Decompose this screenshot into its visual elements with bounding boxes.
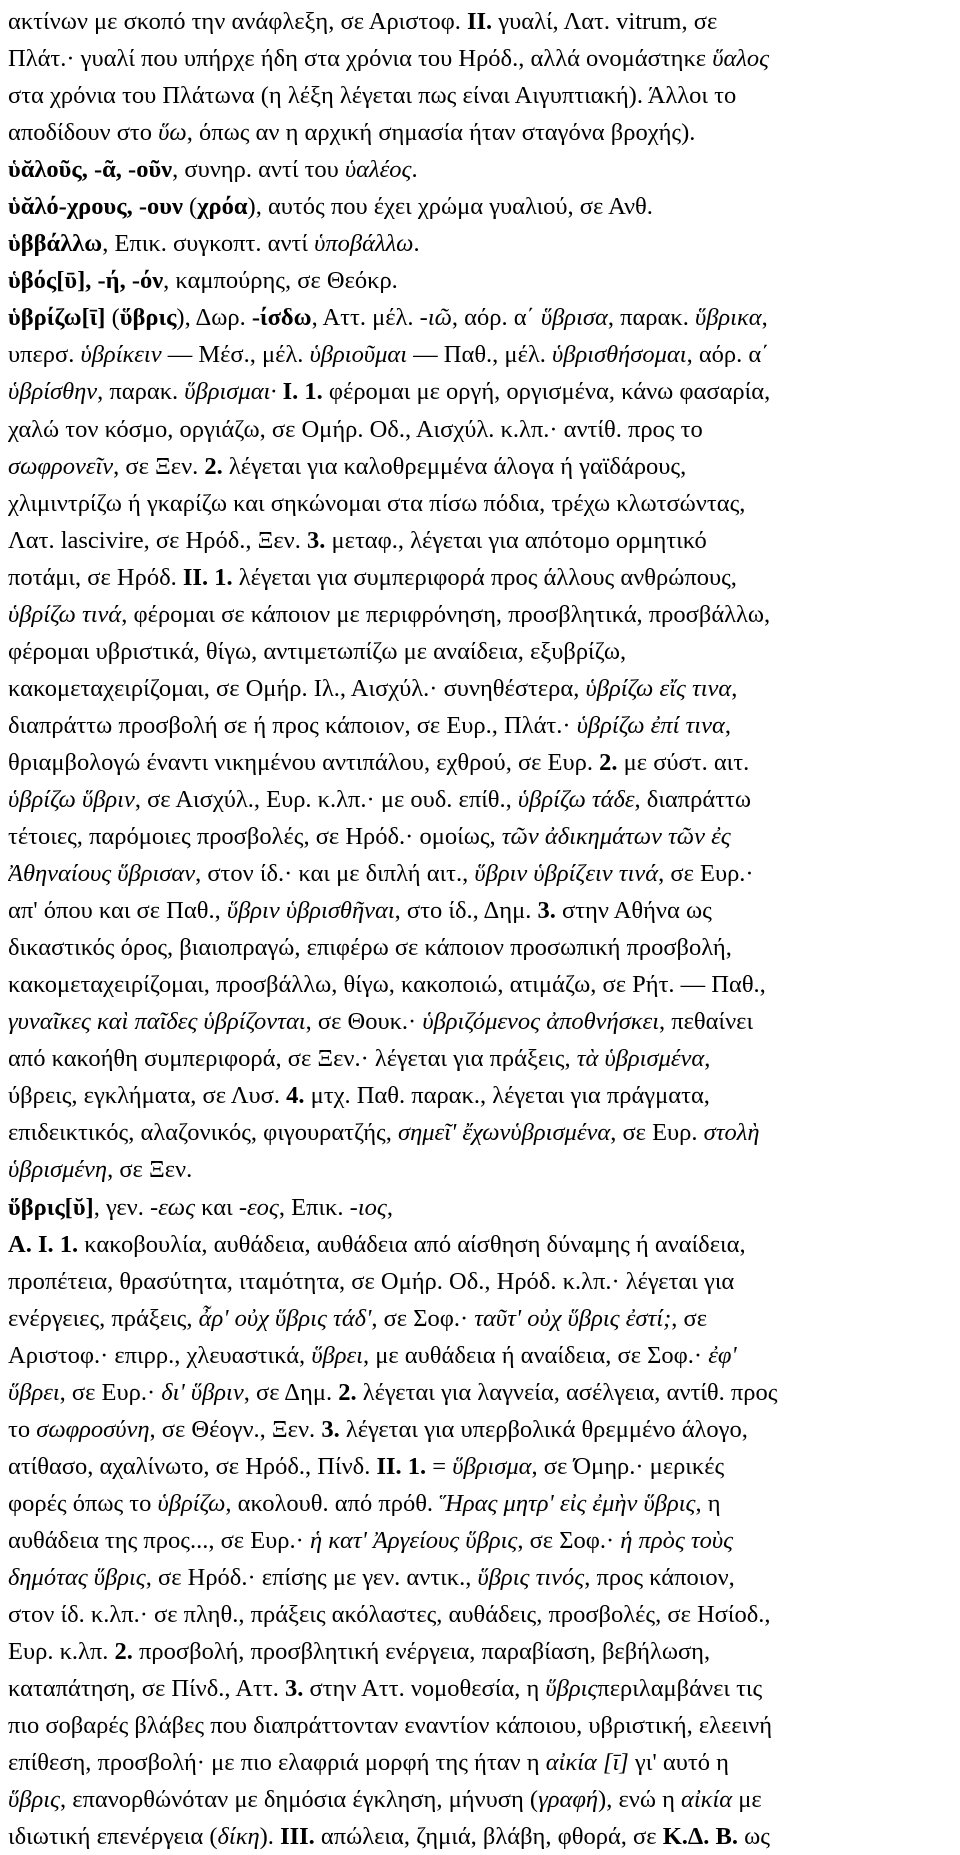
text-run: , ακολουθ. από πρόθ. bbox=[225, 1489, 440, 1517]
text-line bbox=[8, 1040, 952, 1077]
text-run: , πεθαίνει bbox=[659, 1008, 754, 1036]
text-run: φέρομαι υβριστικά, θίγω, αντιμετωπίζω με αναίδεια, εξυβρίζω, bbox=[8, 637, 627, 665]
text-run: ατίθασο, αχαλίνωτο, σε Ηρόδ., Πίνδ. bbox=[8, 1452, 377, 1480]
text-line bbox=[8, 966, 952, 1003]
text-run: ), Δωρ. bbox=[176, 304, 252, 332]
text-run: επιδεικτικός, αλαζονικός, φιγουρατζής, bbox=[8, 1119, 398, 1147]
bold-run: ὕβρις[ῠ] bbox=[8, 1193, 94, 1221]
italic-run: ὕβρει bbox=[311, 1341, 363, 1369]
text-run: , σε bbox=[671, 1304, 707, 1332]
bold-run: -ίσδω bbox=[251, 304, 312, 332]
text-run: με σύστ. αιτ. bbox=[617, 748, 750, 776]
bold-run: χρόα bbox=[197, 193, 248, 221]
italic-run: ὕβρισμα bbox=[452, 1452, 532, 1480]
text-run: , σε Ευρ. bbox=[610, 1119, 704, 1147]
text-run: , bbox=[724, 711, 731, 739]
text-run: γι' αυτό η bbox=[628, 1749, 729, 1777]
italic-run: -ιῶ bbox=[419, 304, 452, 332]
text-run: ύβρεις, εγκλήματα, σε Λυσ. bbox=[8, 1082, 287, 1110]
bold-run: 2. bbox=[204, 452, 223, 480]
text-run: . bbox=[413, 230, 420, 258]
text-run: και bbox=[195, 1193, 239, 1221]
text-run: — Μέσ., μέλ. bbox=[161, 341, 310, 369]
text-run: περιλαμβάνει τις bbox=[597, 1675, 763, 1703]
text-line bbox=[8, 1337, 952, 1374]
bold-run: 4. bbox=[286, 1082, 305, 1110]
italic-run: ὑβρισμένη bbox=[8, 1156, 108, 1184]
text-run: στην Αττ. νομοθεσία, η bbox=[303, 1675, 546, 1703]
italic-run: ὕβρις τινός bbox=[477, 1563, 585, 1591]
bold-run: 3. bbox=[321, 1415, 340, 1443]
italic-run: γυναῖκες καὶ παῖδες ὑβρίζονται bbox=[8, 1008, 306, 1036]
text-line bbox=[8, 77, 952, 114]
text-line bbox=[8, 114, 952, 151]
italic-run: ὑβρισθήσομαι bbox=[552, 341, 687, 369]
text-line bbox=[8, 1114, 952, 1151]
text-line bbox=[8, 188, 952, 225]
text-run: φέρομαι με οργή, οργισμένα, κάνω φασαρία, bbox=[322, 378, 771, 406]
text-run: στα χρόνια του Πλάτωνα (η λέξη λέγεται πως είναι Αιγυπτιακή). Άλλοι το bbox=[8, 82, 737, 110]
italic-run: ὕβρις bbox=[8, 1786, 60, 1814]
bold-run: II. 1. bbox=[376, 1452, 427, 1480]
text-run: από κακοήθη συμπεριφορά, σε Ξεν.· λέγεται για πράξεις, bbox=[8, 1045, 577, 1073]
text-line bbox=[8, 1559, 952, 1596]
text-run: , σε Όμηρ.· μερικές bbox=[531, 1452, 725, 1480]
text-run: , bbox=[704, 1045, 711, 1073]
text-run: το bbox=[8, 1415, 37, 1443]
text-run: , παρακ. bbox=[97, 378, 185, 406]
text-line bbox=[8, 299, 952, 336]
text-line bbox=[8, 1151, 952, 1188]
italic-run: ὕβρις bbox=[545, 1675, 598, 1703]
text-run: , καμπούρης, σε Θεόκρ. bbox=[163, 267, 398, 295]
text-run: αποδίδουν στο bbox=[8, 119, 159, 147]
text-run: γυαλί, Λατ. vitrum, σε bbox=[492, 8, 718, 35]
italic-run: σωφροσύνη bbox=[36, 1415, 150, 1443]
text-run: , φέρομαι σε κάποιον με περιφρόνηση, προσβλητικά, προσβάλλω, bbox=[121, 600, 771, 628]
italic-run: ὑβρίσθην bbox=[8, 378, 98, 406]
text-run: , Επικ. bbox=[278, 1193, 350, 1221]
text-line bbox=[8, 1522, 952, 1559]
text-run: φορές όπως το bbox=[8, 1489, 158, 1517]
text-run: , παρακ. bbox=[607, 304, 695, 332]
italic-run: δι' ὕβριν bbox=[161, 1378, 244, 1406]
text-line bbox=[8, 1411, 952, 1448]
text-run: ως bbox=[737, 1823, 770, 1851]
text-run: τέτοιες, παρόμοιες προσβολές, σε Ηρόδ.· ομοίως, bbox=[8, 823, 502, 851]
text-run: καταπάτηση, σε Πίνδ., Αττ. bbox=[8, 1675, 285, 1703]
text-line bbox=[8, 670, 952, 707]
italic-run: ὑβρίζω τινά bbox=[8, 600, 122, 628]
italic-run: ὕβριν ὑβρισθῆναι bbox=[226, 897, 395, 925]
italic-run: ὑβρίζω ὕβριν bbox=[8, 785, 135, 813]
text-run: , η bbox=[695, 1489, 721, 1517]
text-line bbox=[8, 522, 952, 559]
bold-run: 3. bbox=[284, 1675, 304, 1703]
text-line bbox=[8, 1226, 952, 1263]
bold-run: 3. bbox=[307, 526, 326, 554]
bold-run: III. bbox=[280, 1823, 315, 1851]
bold-run: II. 1. bbox=[182, 563, 233, 591]
text-run: κακομεταχειρίζομαι, σε Ομήρ. Ιλ., Αισχύλ.· συνηθέστερα, bbox=[8, 674, 586, 702]
text-line bbox=[8, 485, 952, 522]
text-run: ακτίνων με σκοπό την ανάφλεξη, σε Αριστοφ. bbox=[8, 8, 467, 35]
italic-run: ὑβρίζω bbox=[157, 1489, 226, 1517]
text-line bbox=[8, 1077, 952, 1114]
text-run: , bbox=[386, 1193, 393, 1221]
text-run: απ' όπου και σε Παθ., bbox=[8, 897, 227, 925]
italic-run: σημεῖ' ἔχωνὑβρισμένα bbox=[397, 1119, 611, 1147]
text-run: — Παθ., μέλ. bbox=[407, 341, 552, 369]
text-run: , σε Ξεν. bbox=[113, 452, 205, 480]
text-line bbox=[8, 336, 952, 373]
bold-run: ὑββάλλω bbox=[8, 230, 103, 258]
text-line bbox=[8, 448, 952, 485]
text-run: επίθεση, προσβολή· με πιο ελαφριά μορφή της ήταν η bbox=[8, 1749, 546, 1777]
italic-run: -εως bbox=[149, 1193, 196, 1221]
text-run: , bbox=[731, 674, 738, 702]
text-run: , επανορθώνόταν με δημόσια έγκληση, μήνυση ( bbox=[59, 1786, 539, 1814]
text-line bbox=[8, 225, 952, 262]
bold-run: 3. bbox=[537, 897, 556, 925]
text-line bbox=[8, 1670, 952, 1707]
text-run: , αόρ. α΄ bbox=[686, 341, 770, 369]
text-line bbox=[8, 1818, 952, 1855]
italic-run: ὑβριοῦμαι bbox=[309, 341, 408, 369]
text-line bbox=[8, 1189, 952, 1226]
text-run: υπερσ. bbox=[8, 341, 81, 369]
text-line bbox=[8, 411, 952, 448]
text-line bbox=[8, 1003, 952, 1040]
text-run: , σε Ευρ.· bbox=[59, 1378, 162, 1406]
text-run: λέγεται για συμπεριφορά προς άλλους ανθρώπους, bbox=[232, 563, 737, 591]
bold-run: ὑβός[ῡ], -ή, -όν bbox=[8, 267, 164, 295]
text-run: κακομεταχειρίζομαι, προσβάλλω, θίγω, κακοποιώ, ατιμάζω, σε Ρήτ. — Παθ., bbox=[8, 971, 766, 999]
text-line bbox=[8, 151, 952, 188]
text-run: , με αυθάδεια ή αναίδεια, σε Σοφ.· bbox=[362, 1341, 709, 1369]
italic-run: ἡ κατ' Ἀργείους ὕβρις bbox=[309, 1526, 518, 1554]
text-run: , διαπράττω bbox=[634, 785, 752, 813]
italic-run: δίκη bbox=[217, 1823, 260, 1851]
italic-run: γραφή bbox=[538, 1786, 599, 1814]
text-run: , σε Σοφ.· bbox=[371, 1304, 475, 1332]
bold-run: A. I. 1. bbox=[8, 1230, 79, 1258]
text-line bbox=[8, 707, 952, 744]
text-line bbox=[8, 929, 952, 966]
text-line bbox=[8, 1633, 952, 1670]
text-run: Λατ. lascivire, σε Ηρόδ., Ξεν. bbox=[8, 526, 308, 554]
italic-run: ὕβρισα bbox=[540, 304, 608, 332]
text-run: κακοβουλία, αυθάδεια, αυθάδεια από αίσθηση δύναμης ή αναίδεια, bbox=[78, 1230, 746, 1258]
text-run: , στο ίδ., Δημ. bbox=[394, 897, 538, 925]
italic-run: αἰκία bbox=[681, 1786, 733, 1814]
text-run: ), ενώ η bbox=[598, 1786, 682, 1814]
text-line bbox=[8, 818, 952, 855]
text-line bbox=[8, 855, 952, 892]
text-run: , bbox=[761, 304, 768, 332]
text-run: ιδιωτική επενέργεια ( bbox=[8, 1823, 218, 1851]
text-run: στον ίδ. κ.λπ.· σε πληθ., πράξεις ακόλαστες, αυθάδεις, προσβολές, σε Ησίοδ., bbox=[8, 1601, 771, 1629]
italic-run: ὑβρίκειν bbox=[80, 341, 162, 369]
italic-run: ὑαλέος bbox=[344, 156, 412, 184]
text-line bbox=[8, 373, 952, 410]
bold-run: Κ.Δ. B. bbox=[662, 1823, 738, 1851]
text-run: διαπράττω προσβολή σε ή προς κάποιον, σε Ευρ., Πλάτ.· bbox=[8, 711, 577, 739]
text-run: , σε Ηρόδ.· επίσης με γεν. αντικ., bbox=[145, 1563, 478, 1591]
italic-run: ὑποβάλλω bbox=[314, 230, 414, 258]
text-run: , Αττ. μέλ. bbox=[311, 304, 420, 332]
italic-run: Ἀθηναίους ὕβρισαν bbox=[8, 860, 196, 888]
italic-run: ὕβρισμαι· bbox=[184, 378, 277, 406]
italic-run: ὕω bbox=[158, 119, 187, 147]
italic-run: ἡ πρὸς τοὺς bbox=[620, 1526, 734, 1554]
text-run: μτχ. Παθ. παρακ., λέγεται για πράγματα, bbox=[304, 1082, 710, 1110]
text-run: , σε Θέογν., Ξεν. bbox=[149, 1415, 322, 1443]
text-run: , συνηρ. αντί του bbox=[172, 156, 345, 184]
bold-run: II. bbox=[466, 8, 493, 35]
bold-run: ὑβρίζω[ῑ] bbox=[8, 304, 106, 332]
text-line bbox=[8, 262, 952, 299]
italic-run: ὕαλος bbox=[712, 45, 770, 73]
text-run: δικαστικός όρος, βιαιοπραγώ, επιφέρω σε κάποιον προσωπική προσβολή, bbox=[8, 934, 732, 962]
text-run: , σε Ευρ.· bbox=[658, 860, 754, 888]
italic-run: τῶν ἀδικημάτων τῶν ἐς bbox=[501, 823, 731, 851]
text-run: , προς κάποιον, bbox=[584, 1563, 735, 1591]
text-run: , Επικ. συγκοπτ. αντί bbox=[102, 230, 315, 258]
italic-run: ἆρ' οὐχ ὕβρις τάδ' bbox=[198, 1304, 372, 1332]
text-line bbox=[8, 3, 952, 40]
text-line bbox=[8, 1707, 952, 1744]
text-line bbox=[8, 559, 952, 596]
text-run: , σε Αισχύλ., Ευρ. κ.λπ.· με ουδ. επίθ., bbox=[134, 785, 518, 813]
bold-run: ὑᾰλοῦς, -ᾶ, -οῦν bbox=[8, 156, 173, 184]
text-line bbox=[8, 40, 952, 77]
italic-run: ὑβριζόμενος ἀποθνήσκει bbox=[422, 1008, 660, 1036]
italic-run: -εος bbox=[238, 1193, 279, 1221]
text-line bbox=[8, 744, 952, 781]
bold-run: 2. bbox=[599, 748, 618, 776]
text-run: χλιμιντρίζω ή γκαρίζω και σηκώνομαι στα πίσω πόδια, τρέχω κλωτσώντας, bbox=[8, 489, 746, 517]
text-run: Αριστοφ.· επιρρ., χλευαστικά, bbox=[8, 1341, 312, 1369]
text-run: ( bbox=[182, 193, 198, 221]
text-line bbox=[8, 1485, 952, 1522]
bold-run: I. 1. bbox=[282, 378, 323, 406]
text-line bbox=[8, 596, 952, 633]
text-run: μεταφ., λέγεται για απότομο ορμητικό bbox=[325, 526, 707, 554]
text-run: , αόρ. α΄ bbox=[451, 304, 541, 332]
italic-run: ὑβρίζω εἴς τινα bbox=[585, 674, 732, 702]
text-run: χαλώ τον κόσμο, οργιάζω, σε Ομήρ. Οδ., Αισχύλ. κ.λπ.· αντίθ. προς το bbox=[8, 415, 703, 443]
text-run: πιο σοβαρές βλάβες που διαπράττονταν εναντίον κάποιου, υβριστική, ελεεινή bbox=[8, 1712, 773, 1740]
text-run: λέγεται για υπερβολικά θρεμμένο άλογο, bbox=[339, 1415, 748, 1443]
text-run: προσβολή, προσβλητική ενέργεια, παραβίαση, βεβήλωση, bbox=[132, 1638, 711, 1666]
text-run: Πλάτ.· γυαλί που υπήρχε ήδη στα χρόνια του Ηρόδ., αλλά ονομάστηκε bbox=[8, 45, 713, 73]
text-run: , γεν. bbox=[93, 1193, 150, 1221]
text-line bbox=[8, 1300, 952, 1337]
bold-run: 2. bbox=[338, 1378, 357, 1406]
text-run: αυθάδεια της προς..., σε Ευρ.· bbox=[8, 1526, 310, 1554]
text-line bbox=[8, 1374, 952, 1411]
text-run: απώλεια, ζημιά, βλάβη, φθορά, σε bbox=[314, 1823, 663, 1851]
italic-run: σωφρονεῖν bbox=[8, 452, 114, 480]
italic-run: ὕβρικα bbox=[694, 304, 762, 332]
italic-run: ὕβρει bbox=[8, 1378, 60, 1406]
text-run: , σε Θουκ.· bbox=[305, 1008, 423, 1036]
text-run: ποτάμι, σε Ηρόδ. bbox=[8, 563, 183, 591]
bold-run: ὕβρις bbox=[119, 304, 177, 332]
text-run: , σε Ξεν. bbox=[107, 1156, 193, 1184]
italic-run: αἰκία [ῑ] bbox=[545, 1749, 629, 1777]
text-run: Ευρ. κ.λπ. bbox=[8, 1638, 115, 1666]
text-run: , στον ίδ.· και με διπλή αιτ., bbox=[195, 860, 475, 888]
text-run: , σε Σοφ.· bbox=[517, 1526, 621, 1554]
text-run: ), αυτός που έχει χρώμα γυαλιού, σε Ανθ. bbox=[247, 193, 653, 221]
text-line bbox=[8, 892, 952, 929]
text-run: θριαμβολογώ έναντι νικημένου αντιπάλου, εχθρού, σε Ευρ. bbox=[8, 748, 600, 776]
italic-run: Ἥρας μητρ' εἰς ἐμὴν ὕβρις bbox=[439, 1489, 696, 1517]
text-line bbox=[8, 1263, 952, 1300]
italic-run: δημότας ὕβρις bbox=[8, 1563, 146, 1591]
italic-run: τὰ ὑβρισμένα bbox=[576, 1045, 705, 1073]
text-run: λέγεται για λαγνεία, ασέλγεια, αντίθ. προς bbox=[356, 1378, 778, 1406]
text-line bbox=[8, 1448, 952, 1485]
italic-run: στολὴ bbox=[703, 1119, 760, 1147]
text-run: προπέτεια, θρασύτητα, ιταμότητα, σε Ομήρ. Οδ., Ηρόδ. κ.λπ.· λέγεται για bbox=[8, 1267, 735, 1295]
text-run: , όπως αν η αρχική σημασία ήταν σταγόνα βροχής). bbox=[186, 119, 696, 147]
text-run: λέγεται για καλοθρεμμένα άλογα ή γαϊδάρους, bbox=[222, 452, 687, 480]
italic-run: ταῦτ' οὐχ ὕβρις ἐστί; bbox=[474, 1304, 672, 1332]
text-line bbox=[8, 1781, 952, 1818]
text-run: . bbox=[411, 156, 418, 184]
text-run: ( bbox=[105, 304, 120, 332]
bold-run: 2. bbox=[114, 1638, 133, 1666]
text-line bbox=[8, 633, 952, 670]
italic-run: ὑβρίζω ἐπί τινα bbox=[576, 711, 725, 739]
text-line bbox=[8, 781, 952, 818]
italic-run: -ιος bbox=[349, 1193, 387, 1221]
text-run: , σε Δημ. bbox=[243, 1378, 339, 1406]
bold-run: ὑᾰλό-χρους, -ουν bbox=[8, 193, 183, 221]
text-run: με bbox=[732, 1786, 762, 1814]
italic-run: ἐφ' bbox=[708, 1341, 737, 1369]
text-run: ενέργειες, πράξεις, bbox=[8, 1304, 199, 1332]
italic-run: ὑβρίζω τάδε bbox=[517, 785, 635, 813]
text-line bbox=[8, 1744, 952, 1781]
text-line bbox=[8, 1596, 952, 1633]
italic-run: ὕβριν ὑβρίζειν τινά bbox=[474, 860, 659, 888]
text-run: = bbox=[426, 1452, 453, 1480]
text-run: στην Αθήνα ως bbox=[555, 897, 712, 925]
text-run: ). bbox=[259, 1823, 281, 1851]
